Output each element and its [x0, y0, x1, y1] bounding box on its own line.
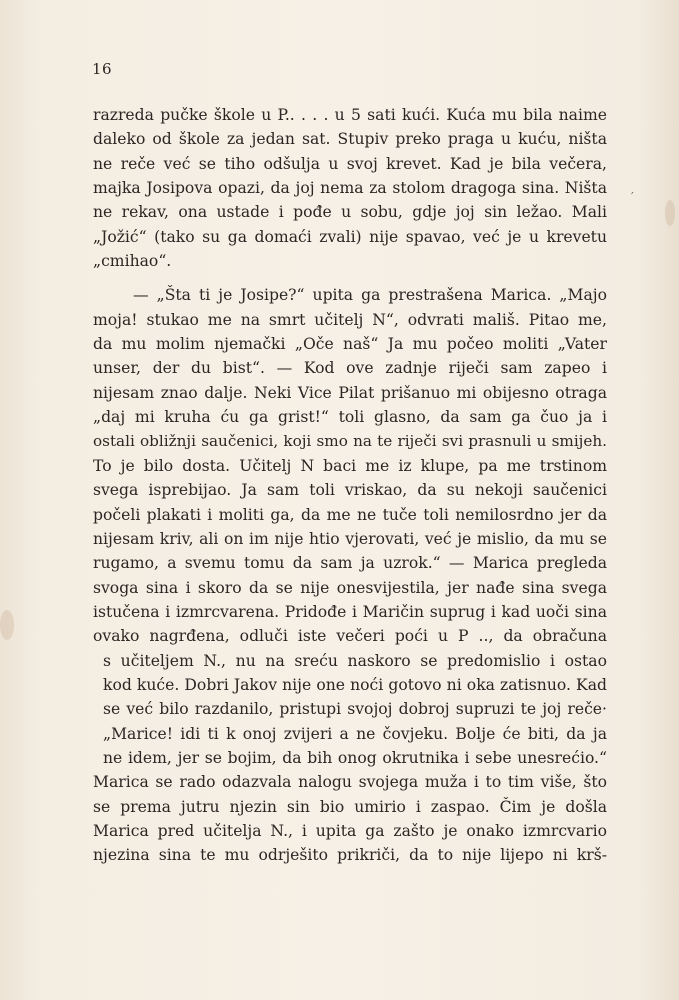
- text-line: daleko od škole za jedan sat. Stupiv preko praga u kuću, ništa: [93, 130, 607, 149]
- text-line: da mu molim njemački „Oče naš“ Ja mu počeo moliti „Vater: [93, 335, 607, 354]
- text-line: istučena i izmrcvarena. Pridođe i Maričin suprug i kad uoči sina: [93, 602, 607, 621]
- text-line: unser, der du bist“. — Kod ove zadnje riječi sam zapeo i: [93, 359, 607, 378]
- paragraph-gap: [93, 273, 607, 283]
- text-line: ne idem, jer se bojim, da bih onog okrutnika i sebe unesrećio.“: [103, 748, 607, 767]
- text-line: ne reče već se tiho odšulja u svoj krevet. Kad je bila večera,: [93, 154, 607, 173]
- text-line: svoga sina i skoro da se nije onesvijestila, jer nađe sina svega: [93, 578, 607, 597]
- text-line: Marica pred učitelja N., i upita ga zašto je onako izmrcvario: [93, 821, 607, 840]
- paper-stain: [665, 200, 675, 226]
- text-line: razreda pučke škole u P.. . . . u 5 sati kući. Kuća mu bila naime: [93, 106, 607, 124]
- body-text: [93, 103, 607, 868]
- text-line: „Marice! idi ti k onoj zvijeri a ne čovjeku. Bolje će biti, da ja: [103, 724, 607, 743]
- text-line: ostali obližnji saučenici, koji smo na te riječi svi prasnuli u smijeh.: [93, 432, 607, 451]
- text-line: ovako nagrđena, odluči iste večeri poći u P .., da obračuna: [93, 627, 607, 646]
- text-line: se prema jutru njezin sin bio umirio i zaspao. Čim je došla: [93, 797, 607, 816]
- text-line: moja! stukao me na smrt učitelj N“, odvrati mališ. Pitao me,: [93, 310, 607, 329]
- text-line: počeli plakati i moliti ga, da me ne tuče toli nemilosrdno jer da: [93, 505, 607, 524]
- text-line: njezina sina te mu odrješito prikriči, da to nije lijepo ni krš-: [93, 846, 607, 865]
- text-line: ne rekav, ona ustade i pođe u sobu, gdje joj sin ležao. Mali: [93, 203, 607, 222]
- text-line: svega isprebijao. Ja sam toli vriskao, da su nekoji saučenici: [93, 481, 607, 500]
- margin-mark: ′: [631, 190, 634, 204]
- page-number: 16: [92, 60, 113, 78]
- text-line: rugamo, a svemu tomu da sam ja uzrok.“ — Marica pregleda: [93, 554, 607, 573]
- text-line: kod kuće. Dobri Jakov nije one noći gotovo ni oka zatisnuo. Kad: [103, 675, 607, 694]
- text-line: „Jožić“ (tako su ga domaći zvali) nije spavao, već je u krevetu: [93, 227, 607, 246]
- text-line: nijesam kriv, ali on im nije htio vjerovati, već je mislio, da mu se: [93, 529, 607, 548]
- text-line: To je bilo dosta. Učitelj N baci me iz klupe, pa me trstinom: [93, 456, 607, 475]
- text-line: „daj mi kruha ću ga grist!“ toli glasno, da sam ga čuo ja i: [93, 408, 607, 427]
- text-line: Marica se rado odazvala nalogu svojega muža i to tim više, što: [93, 773, 607, 792]
- text-line: majka Josipova opazi, da joj nema za stolom dragoga sina. Ništa: [93, 179, 607, 198]
- text-line: s učiteljem N., nu na sreću naskoro se predomislio i ostao: [103, 651, 607, 670]
- text-line: se već bilo razdanilo, pristupi svojoj dobroj supruzi te joj reče·: [103, 700, 607, 719]
- text-line: — „Šta ti je Josipe?“ upita ga prestrašena Marica. „Majo: [133, 286, 607, 305]
- text-line: nijesam znao dalje. Neki Vice Pilat prišanuo mi obijesno otraga: [93, 383, 607, 402]
- text-line: „cmihao“.: [93, 252, 172, 271]
- paper-stain: [0, 610, 14, 640]
